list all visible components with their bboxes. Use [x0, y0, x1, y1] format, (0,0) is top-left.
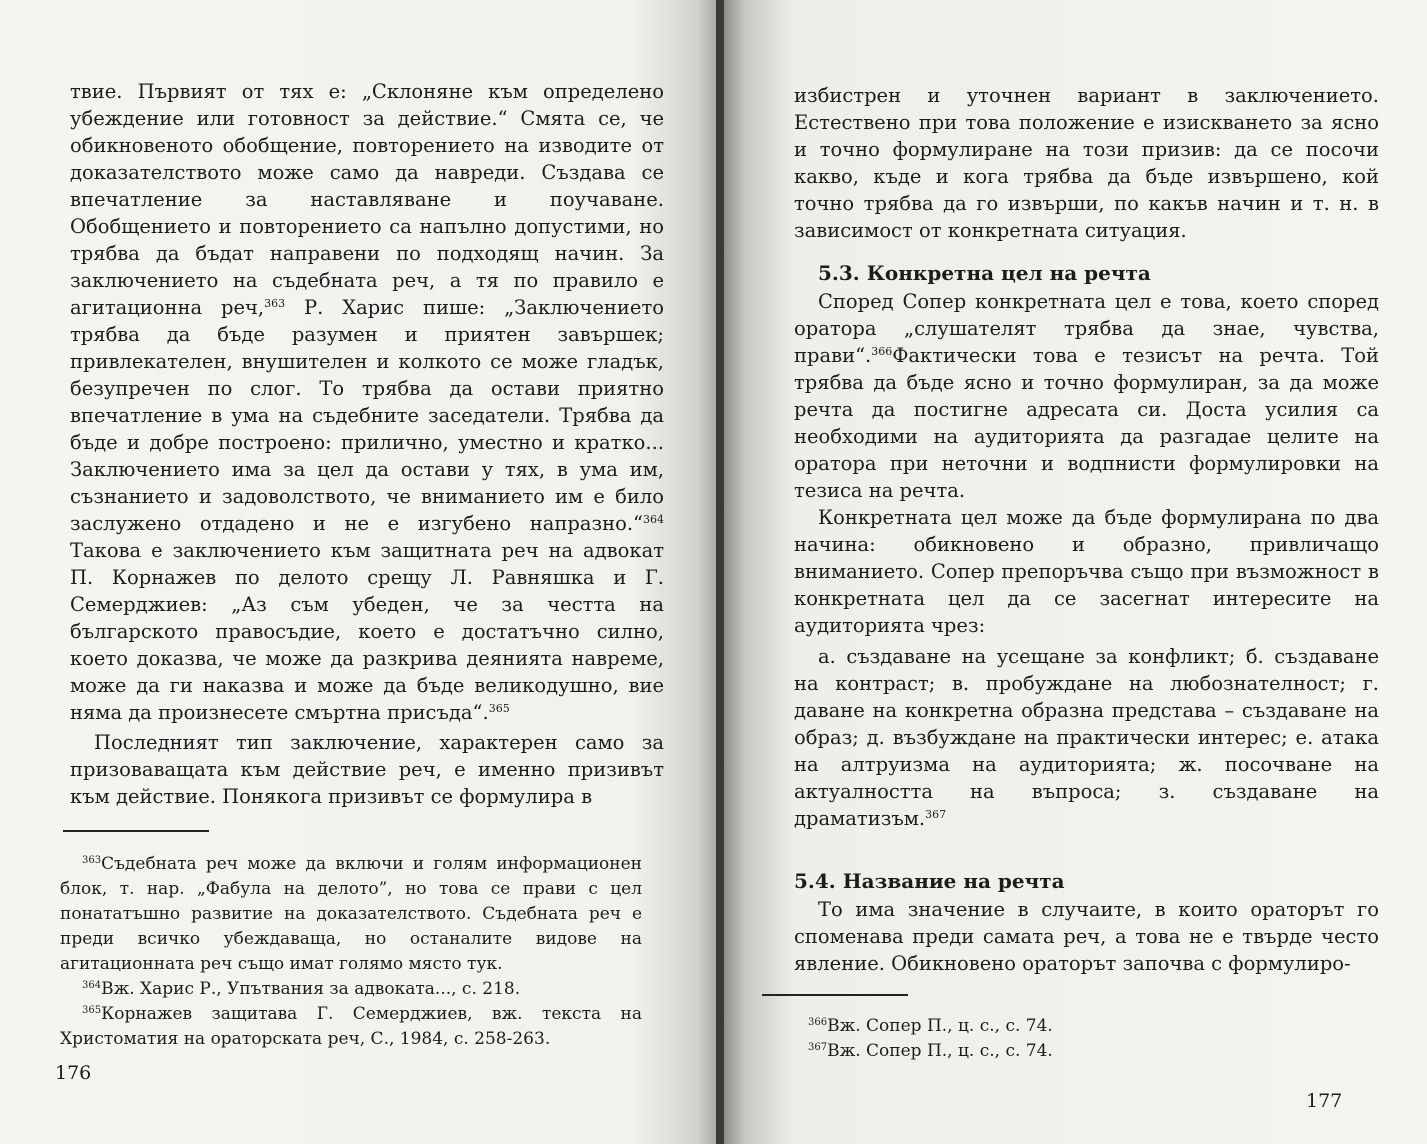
body-text: Според Сопер конкретната цел е това, което според оратора „слушателят трябва да знае, чувства, прави“. [794, 290, 1379, 367]
right-page [724, 0, 1427, 1144]
footnote-ref-363[interactable]: 363 [264, 297, 286, 310]
footnote-364 [60, 977, 642, 1002]
footnote-ref-367[interactable]: 367 [925, 808, 947, 821]
page-number-left: 176 [55, 1062, 92, 1084]
footnote-number: 366 [808, 1017, 828, 1028]
left-paragraph-2 [70, 729, 664, 810]
footnote-text: Корнажев защитава Г. Семерджиев, вж. текста на Христоматия на ораторската реч, С., 1984, с. 258-263. [60, 1004, 642, 1049]
left-body [70, 78, 664, 810]
body-text: Фактически това е тезисът на речта. Той трябва да бъде ясно и точно формулиран, за да може речта да постигне адресата си. Доста усилия са необходими на аудиторията да разгадае целите на оратора при неточни и водпнисти формулировки на тезиса на речта. [794, 344, 1379, 502]
section-5-4-paragraph: То има значение в случаите, в които ораторът го споменава преди самата реч, а това не е твърде често явление. Обикновено ораторът започва с формулиро- [794, 898, 1379, 975]
footnote-ref-366[interactable]: 366 [871, 345, 893, 358]
section-5-3-paragraph-2: Конкретната цел може да бъде формулирана по два начина: обикновено и образно, привличащо вниманието. Сопер препоръчва също при възможност в конкретната цел да се засегнат интересите на аудиторията чрез: [794, 506, 1379, 637]
footnote-363 [60, 852, 642, 977]
section-heading-5-4: 5.4. Название на речта [794, 869, 1065, 893]
left-paragraph-1 [70, 78, 664, 726]
right-body [794, 82, 1379, 977]
footnote-365 [60, 1002, 642, 1052]
footnote-366 [786, 1014, 1286, 1039]
right-paragraph-1: избистрен и уточнен вариант в заключението. Естествено при това положение е изискването за ясно и точно формулиране на този призив: да се посочи какво, къде и кога трябва да бъде извършено, кой точно трябва да го извърши, по какъв начин и т. н. в зависимост от конкретната ситуация. [794, 84, 1379, 242]
footnote-text: Вж. Сопер П., ц. с., с. 74. [827, 1016, 1053, 1036]
right-footnotes [786, 1014, 1286, 1064]
body-text: Р. Харис пише: „Заключението трябва да бъде разумен и приятен завършек; привлекателен, внушителен и колкото се може гладък, безупречен по слог. То трябва да остави приятно впечатление в ума на съдебните заседатели. Трябва да бъде и добре построено: прилично, уместно и кратко... Заключението има за цел да остави у тях, в ума им, съзнанието и задоволството, че вниманието им е било заслужено отдадено и не е изгубено напразно.“ [70, 296, 664, 535]
footnote-separator [762, 994, 908, 996]
footnote-ref-365[interactable]: 365 [488, 702, 510, 715]
footnote-ref-364[interactable]: 364 [643, 513, 664, 526]
section-5-3-paragraph-1 [794, 288, 1379, 504]
body-text: а. създаване на усещане за конфликт; б. създаване на контраст; в. пробуждане на любознателност; г. даване на конкретна образна представа – създаване на образ; д. възбуждане на практически интерес; е. атака на алтруизма на аудиторията; ж. посочване на актуалността на въпроса; з. създаване на драматизъм. [794, 645, 1379, 830]
footnote-text: Вж. Харис Р., Упътвания за адвоката..., с. 218. [101, 979, 521, 999]
body-text: Такова е заключението към защитната реч на адвокат П. Корнажев по делото срещу Л. Равняшка и Г. Семерджиев: „Аз съм убеден, че за честта на българското правосъдие, което е достатъчно силно, което доказва, че може да разкрива деянията навреме, може да ги наказва и може да бъде великодушно, вие няма да произнесете смъртна присъда“. [70, 539, 664, 724]
body-text: твие. Първият от тях е: „Склоняне към определено убеждение или готовност за действие.“ Смята се, че обикновеното обобщение, повторението на изводите от доказателството може само да навреди. Създава се впечатление за наставляване и поучаване. Обобщението и повторението са напълно допустими, но трябва да бъдат направени по подходящ начин. За заключението на съдебната реч, а тя по правило е агитационна реч, [70, 80, 664, 319]
footnote-number: 365 [82, 1005, 102, 1016]
footnote-number: 364 [82, 980, 102, 991]
body-text: Последният тип заключение, характерен само за призоваващата към действие реч, е именно призивът към действие. Понякога призивът се формулира в [70, 731, 664, 808]
footnote-text: Съдебната реч може да включи и голям информационен блок, т. нар. „Фабула на делото”, но това се прави с цел понататъшно развитие на доказателството. Съдебната реч е преди всичко убеждаваща, но останалите видове на агитационната реч също имат голямо място тук. [60, 854, 642, 974]
footnote-text: Вж. Сопер П., ц. с., с. 74. [827, 1041, 1053, 1061]
left-footnotes [60, 852, 642, 1052]
footnote-number: 367 [808, 1042, 828, 1053]
footnote-separator [63, 830, 209, 832]
page-number-right: 177 [1306, 1090, 1343, 1112]
section-5-3-list [794, 643, 1379, 832]
footnote-367 [786, 1039, 1286, 1064]
section-heading-5-3: 5.3. Конкретна цел на речта [818, 261, 1151, 285]
footnote-number: 363 [82, 855, 102, 866]
